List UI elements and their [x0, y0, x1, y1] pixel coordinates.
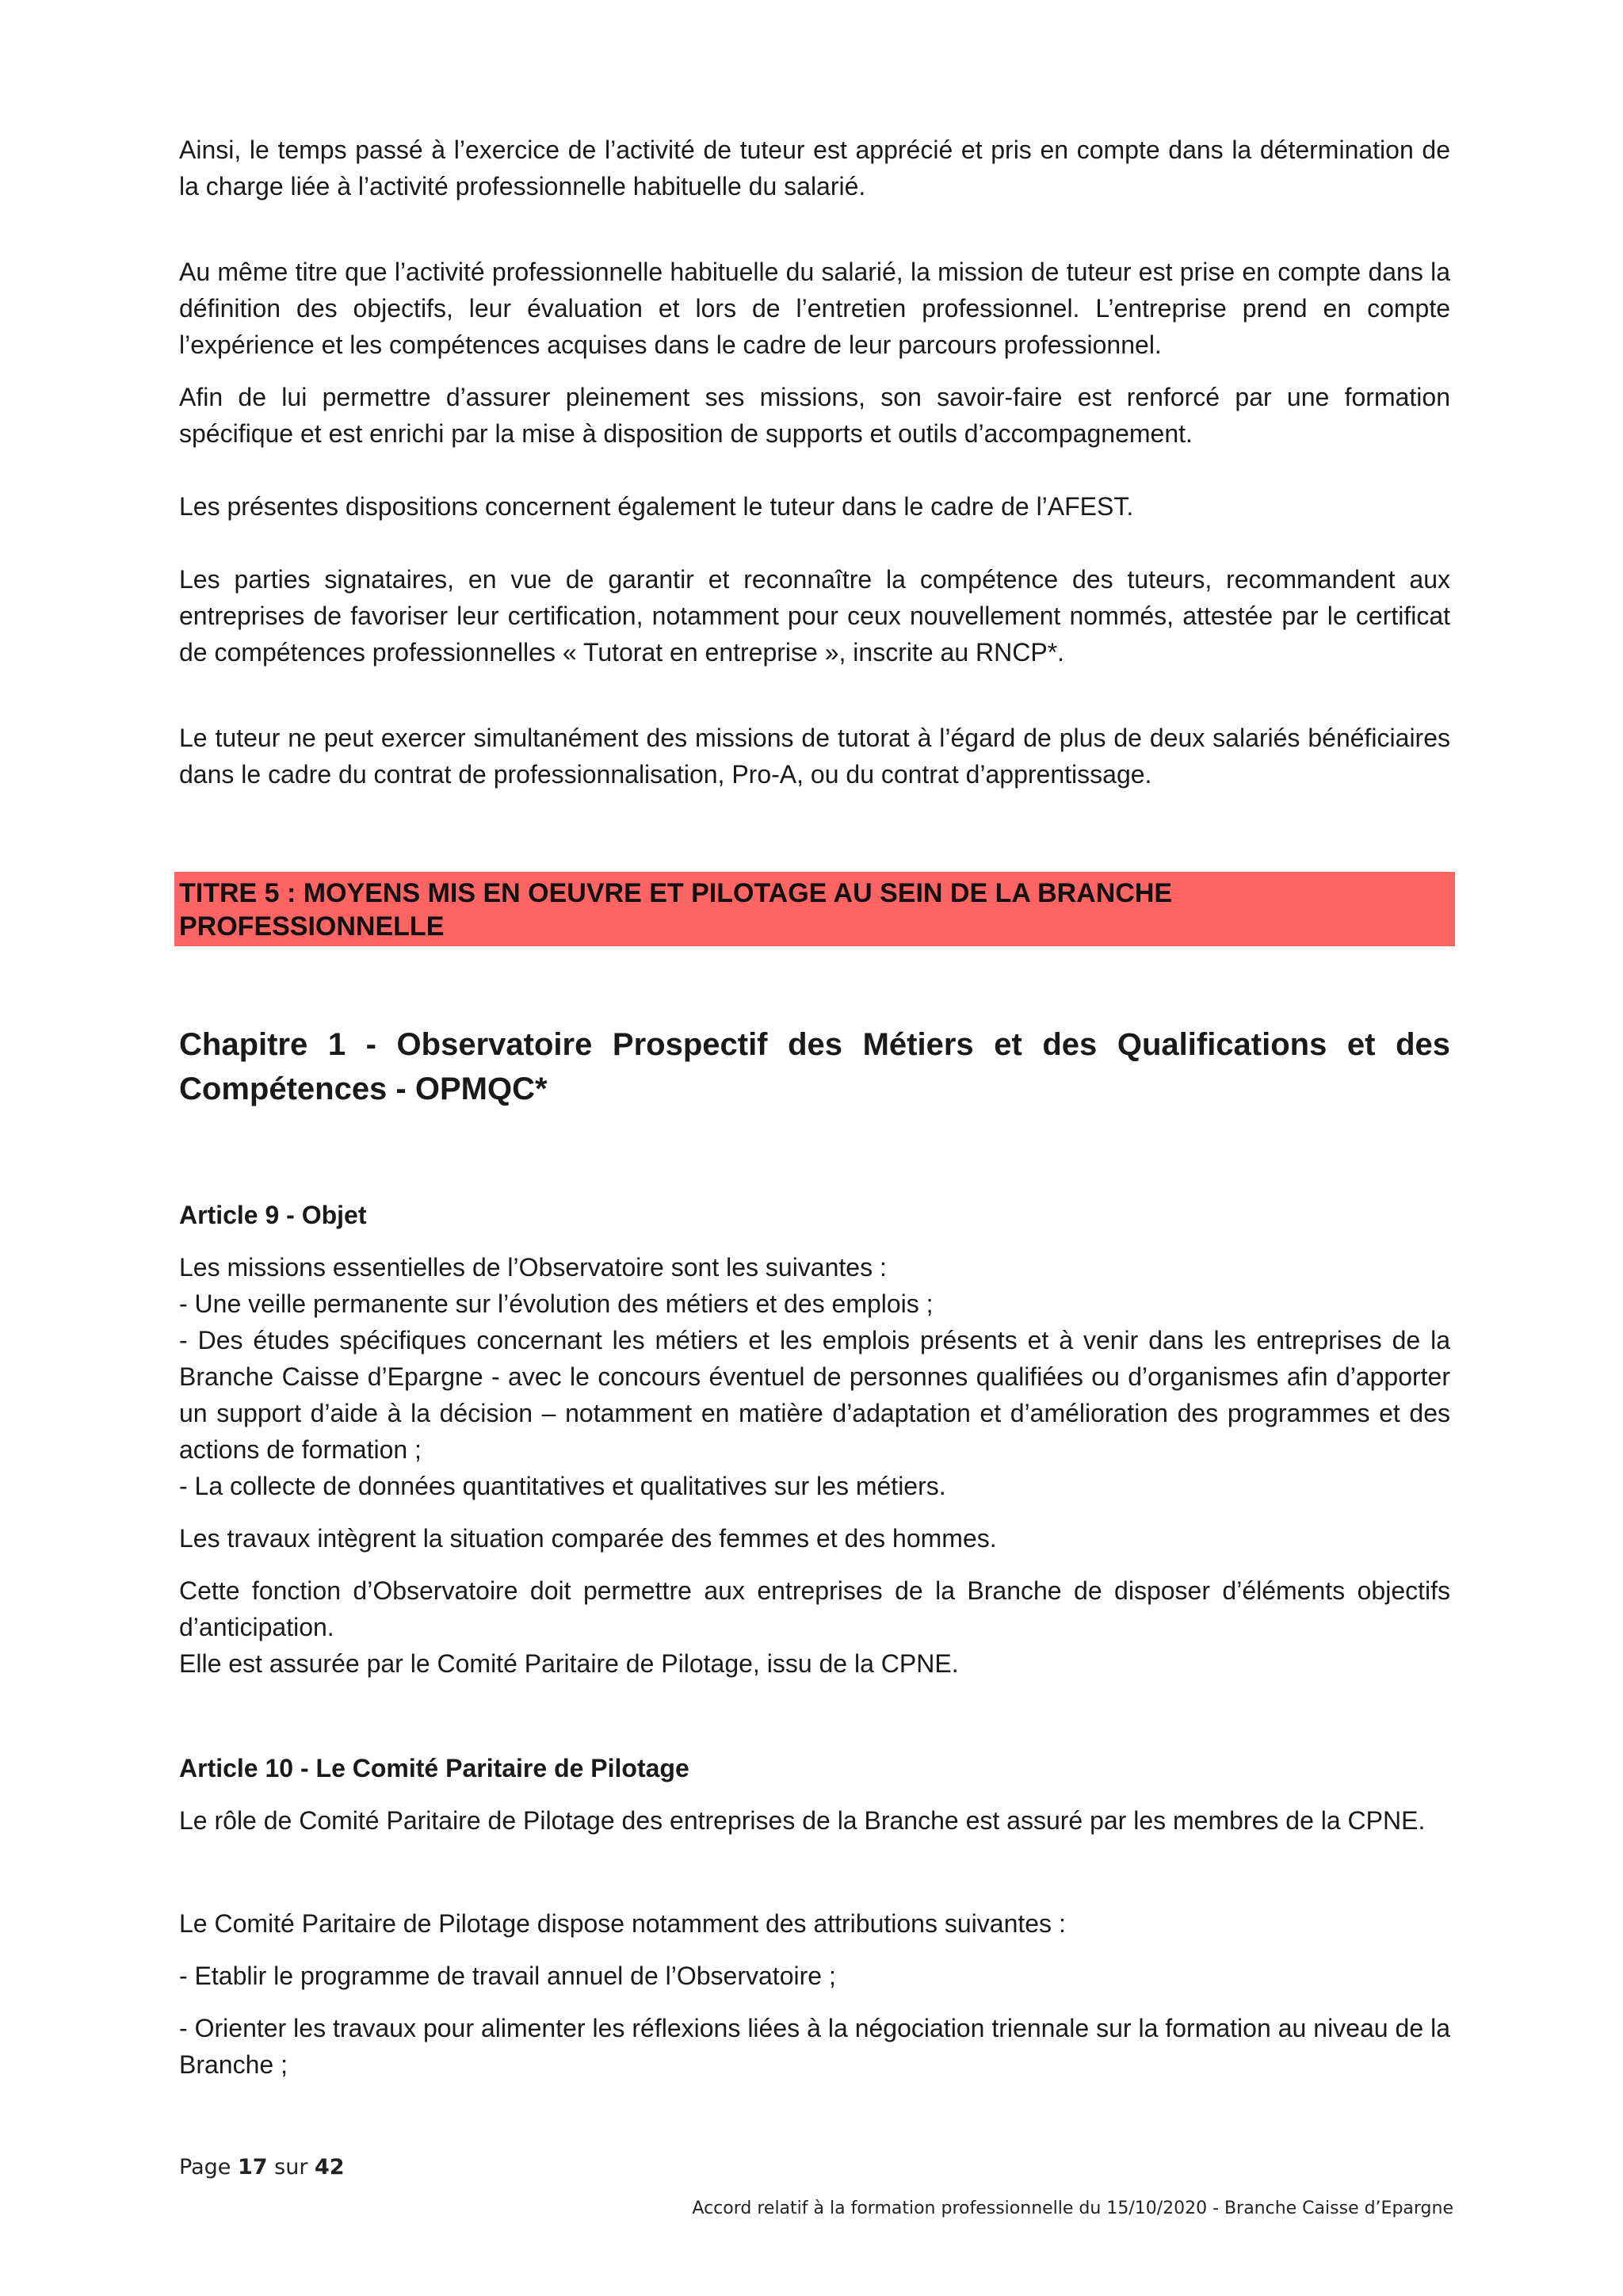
- paragraph-afest: Les présentes dispositions concernent également le tuteur dans le cadre de l’AFEST.: [179, 492, 1134, 521]
- total-pages: 42: [315, 2155, 345, 2179]
- paragraph-tuteur-temps: Ainsi, le temps passé à l’exercice de l’activité de tuteur est apprécié et pris en compte dans la détermination de la charge liée à l’activité professionnelle habituelle du salarié.: [179, 136, 1450, 201]
- paragraph-mission-tuteur: Au même titre que l’activité professionnelle habituelle du salarié, la mission de tuteur est prise en compte dans la définition des objectifs, leur évaluation et lors de l’entretien professionnel. L’entreprise prend en compte l’expérience et les compétences acquises dans le cadre de leur parcours professionnel.: [179, 258, 1450, 359]
- paragraph-fonction-observatoire: Cette fonction d’Observatoire doit permettre aux entreprises de la Branche de disposer d’éléments objectifs d’anticipation.: [179, 1576, 1450, 1641]
- list-item: - Orienter les travaux pour alimenter les réflexions liées à la négociation triennale sur la formation au niveau de la Branche ;: [179, 2014, 1450, 2079]
- paragraph-travaux: Les travaux intègrent la situation comparée des femmes et des hommes.: [179, 1524, 997, 1553]
- paragraph-assuree-par: Elle est assurée par le Comité Paritaire de Pilotage, issu de la CPNE.: [179, 1649, 959, 1678]
- titre-5-line-1: TITRE 5 : MOYENS MIS EN OEUVRE ET PILOTAGE AU SEIN DE LA BRANCHE: [179, 878, 1173, 908]
- article-10-section: [179, 1750, 1450, 2083]
- list-item: - Une veille permanente sur l’évolution des métiers et des emplois ;: [179, 1289, 934, 1318]
- page-body: [179, 132, 1450, 2083]
- article-10-title: Article 10 - Le Comité Paritaire de Pilotage: [179, 1754, 689, 1782]
- footer-accord-text: Accord relatif à la formation professionnelle du 15/10/2020 - Branche Caisse d’Epargne: [692, 2199, 1453, 2218]
- paragraph-formation-tuteur: Afin de lui permettre d’assurer pleinement ses missions, son savoir-faire est renforcé par une formation spécifique et est enrichi par la mise à disposition de supports et outils d’accompagnement.: [179, 383, 1450, 448]
- paragraph-certification: Les parties signataires, en vue de garantir et reconnaître la compétence des tuteurs, recommandent aux entreprises de favoriser leur certification, notamment pour ceux nouvellement nommés, attestée par le certificat de compétences professionnelles « Tutorat en entreprise », inscrite au RNCP*.: [179, 565, 1450, 667]
- list-item: - Etablir le programme de travail annuel de l’Observatoire ;: [179, 1962, 836, 1990]
- page-number: Page 17 sur 42: [179, 2155, 345, 2179]
- paragraph-role-comite: Le rôle de Comité Paritaire de Pilotage des entreprises de la Branche est assuré par les membres de la CPNE.: [179, 1806, 1426, 1835]
- article-9-title: Article 9 - Objet: [179, 1201, 367, 1229]
- paragraph-attributions: Le Comité Paritaire de Pilotage dispose notamment des attributions suivantes :: [179, 1909, 1066, 1938]
- article-9-intro: Les missions essentielles de l’Observatoire sont les suivantes :: [179, 1253, 887, 1282]
- titre-5-heading: [174, 872, 1455, 946]
- article-9-missions-list: [179, 1286, 1450, 1504]
- article-9-section: [179, 1197, 1450, 1682]
- list-item: - La collecte de données quantitatives et qualitatives sur les métiers.: [179, 1472, 946, 1500]
- list-item: - Des études spécifiques concernant les métiers et les emplois présents et à venir dans les entreprises de la Branche Caisse d’Epargne - avec le concours éventuel de personnes qualifiées ou d’organismes afin d’apporter un support d’aide à la décision – notamment en matière d’adaptation et d’amélioration des programmes et des actions de formation ;: [179, 1326, 1450, 1464]
- current-page: 17: [237, 2155, 268, 2179]
- paragraph-tutorat-limite: Le tuteur ne peut exercer simultanément des missions de tutorat à l’égard de plus de deux salariés bénéficiaires dans le cadre du contrat de professionnalisation, Pro-A, ou du contrat d’apprentissage.: [179, 724, 1450, 789]
- chapitre-1-heading: Chapitre 1 - Observatoire Prospectif des Métiers et des Qualifications et des Compétences - OPMQC*: [179, 1027, 1450, 1106]
- titre-5-line-2: PROFESSIONNELLE: [179, 911, 445, 942]
